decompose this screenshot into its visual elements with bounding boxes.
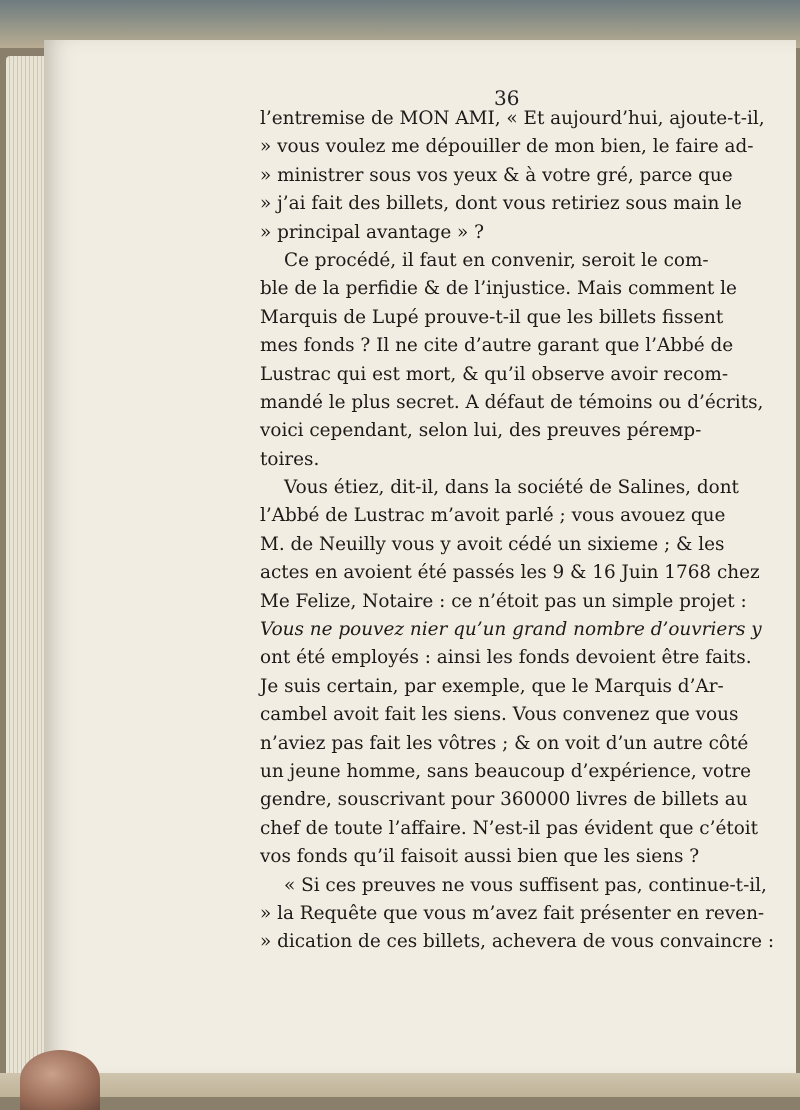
text-line: Je suis certain, par exemple, que le Marquis d’Ar-	[260, 675, 724, 697]
text-line: actes en avoient été passés les 9 & 16 Juin 1768 chez	[260, 562, 760, 584]
text-line: Marquis de Lupé prouve-t-il que les billets fissent	[260, 306, 724, 328]
text-line: ont été employés : ainsi les fonds devoient être faits.	[260, 647, 752, 669]
text-line: Me Felize, Notaire : ce n’étoit pas un simple projet :	[260, 590, 747, 612]
text-line: » dication de ces billets, achevera de vous convaincre :	[260, 931, 775, 953]
text-line: » la Requête que vous m’avez fait présenter en reven-	[260, 902, 765, 924]
text-line: » principal avantage » ?	[260, 221, 485, 243]
text-line: gendre, souscrivant pour 360000 livres de billets au	[260, 789, 748, 811]
text-line: chef de toute l’affaire. N’est-il pas évident que c’étoit	[260, 817, 759, 839]
text-line: Vous étiez, dit-il, dans la société de Salines, dont	[284, 477, 739, 499]
text-line: » j’ai fait des billets, dont vous retiriez sous main le	[260, 193, 742, 215]
text-line: Lustrac qui est mort, & qu’il observe avoir recom-	[260, 363, 729, 385]
text-line: » vous voulez me dépouiller de mon bien, le faire ad-	[260, 136, 754, 158]
text-line: « Si ces preuves ne vous suffisent pas, continue-t-il,	[284, 874, 767, 896]
text-line: ble de la perfidie & de l’injustice. Mais comment le	[260, 278, 737, 300]
reader-thumb	[20, 1050, 100, 1110]
text-line: cambel avoit fait les siens. Vous convenez que vous	[260, 704, 739, 726]
text-line: un jeune homme, sans beaucoup d’expérience, votre	[260, 760, 752, 782]
text-line: l’entremise de MON AMI, « Et aujourd’hui, ajoute-t-il,	[260, 108, 765, 129]
text-line: toires.	[260, 448, 320, 470]
text-line: » ministrer sous vos yeux & à votre gré, parce que	[260, 164, 733, 186]
text-line: mandé le plus secret. A défaut de témoins ou d’écrits,	[260, 391, 764, 413]
text-line: vos fonds qu’il faisoit aussi bien que les siens ?	[260, 846, 700, 868]
text-line: mes fonds ? Il ne cite d’autre garant que l’Abbé de	[260, 335, 734, 357]
text-line: l’Abbé de Lustrac m’avoit parlé ; vous avouez que	[260, 505, 726, 527]
text-line: n’aviez pas fait les vôtres ; & on voit d’un autre côté	[260, 732, 749, 754]
page-number: 36	[494, 86, 520, 110]
text-line: M. de Neuilly vous y avoit cédé un sixieme ; & les	[260, 533, 725, 555]
text-line: voici cependant, selon lui, des preuves pérемp-	[260, 420, 702, 442]
text-line: Ce procédé, il faut en convenir, seroit le com-	[284, 249, 709, 271]
text-line: Vous ne pouvez nier qu’un grand nombre d’ouvriers y	[260, 619, 762, 641]
page-text	[260, 105, 775, 957]
book-cover-bottom	[0, 1073, 800, 1097]
